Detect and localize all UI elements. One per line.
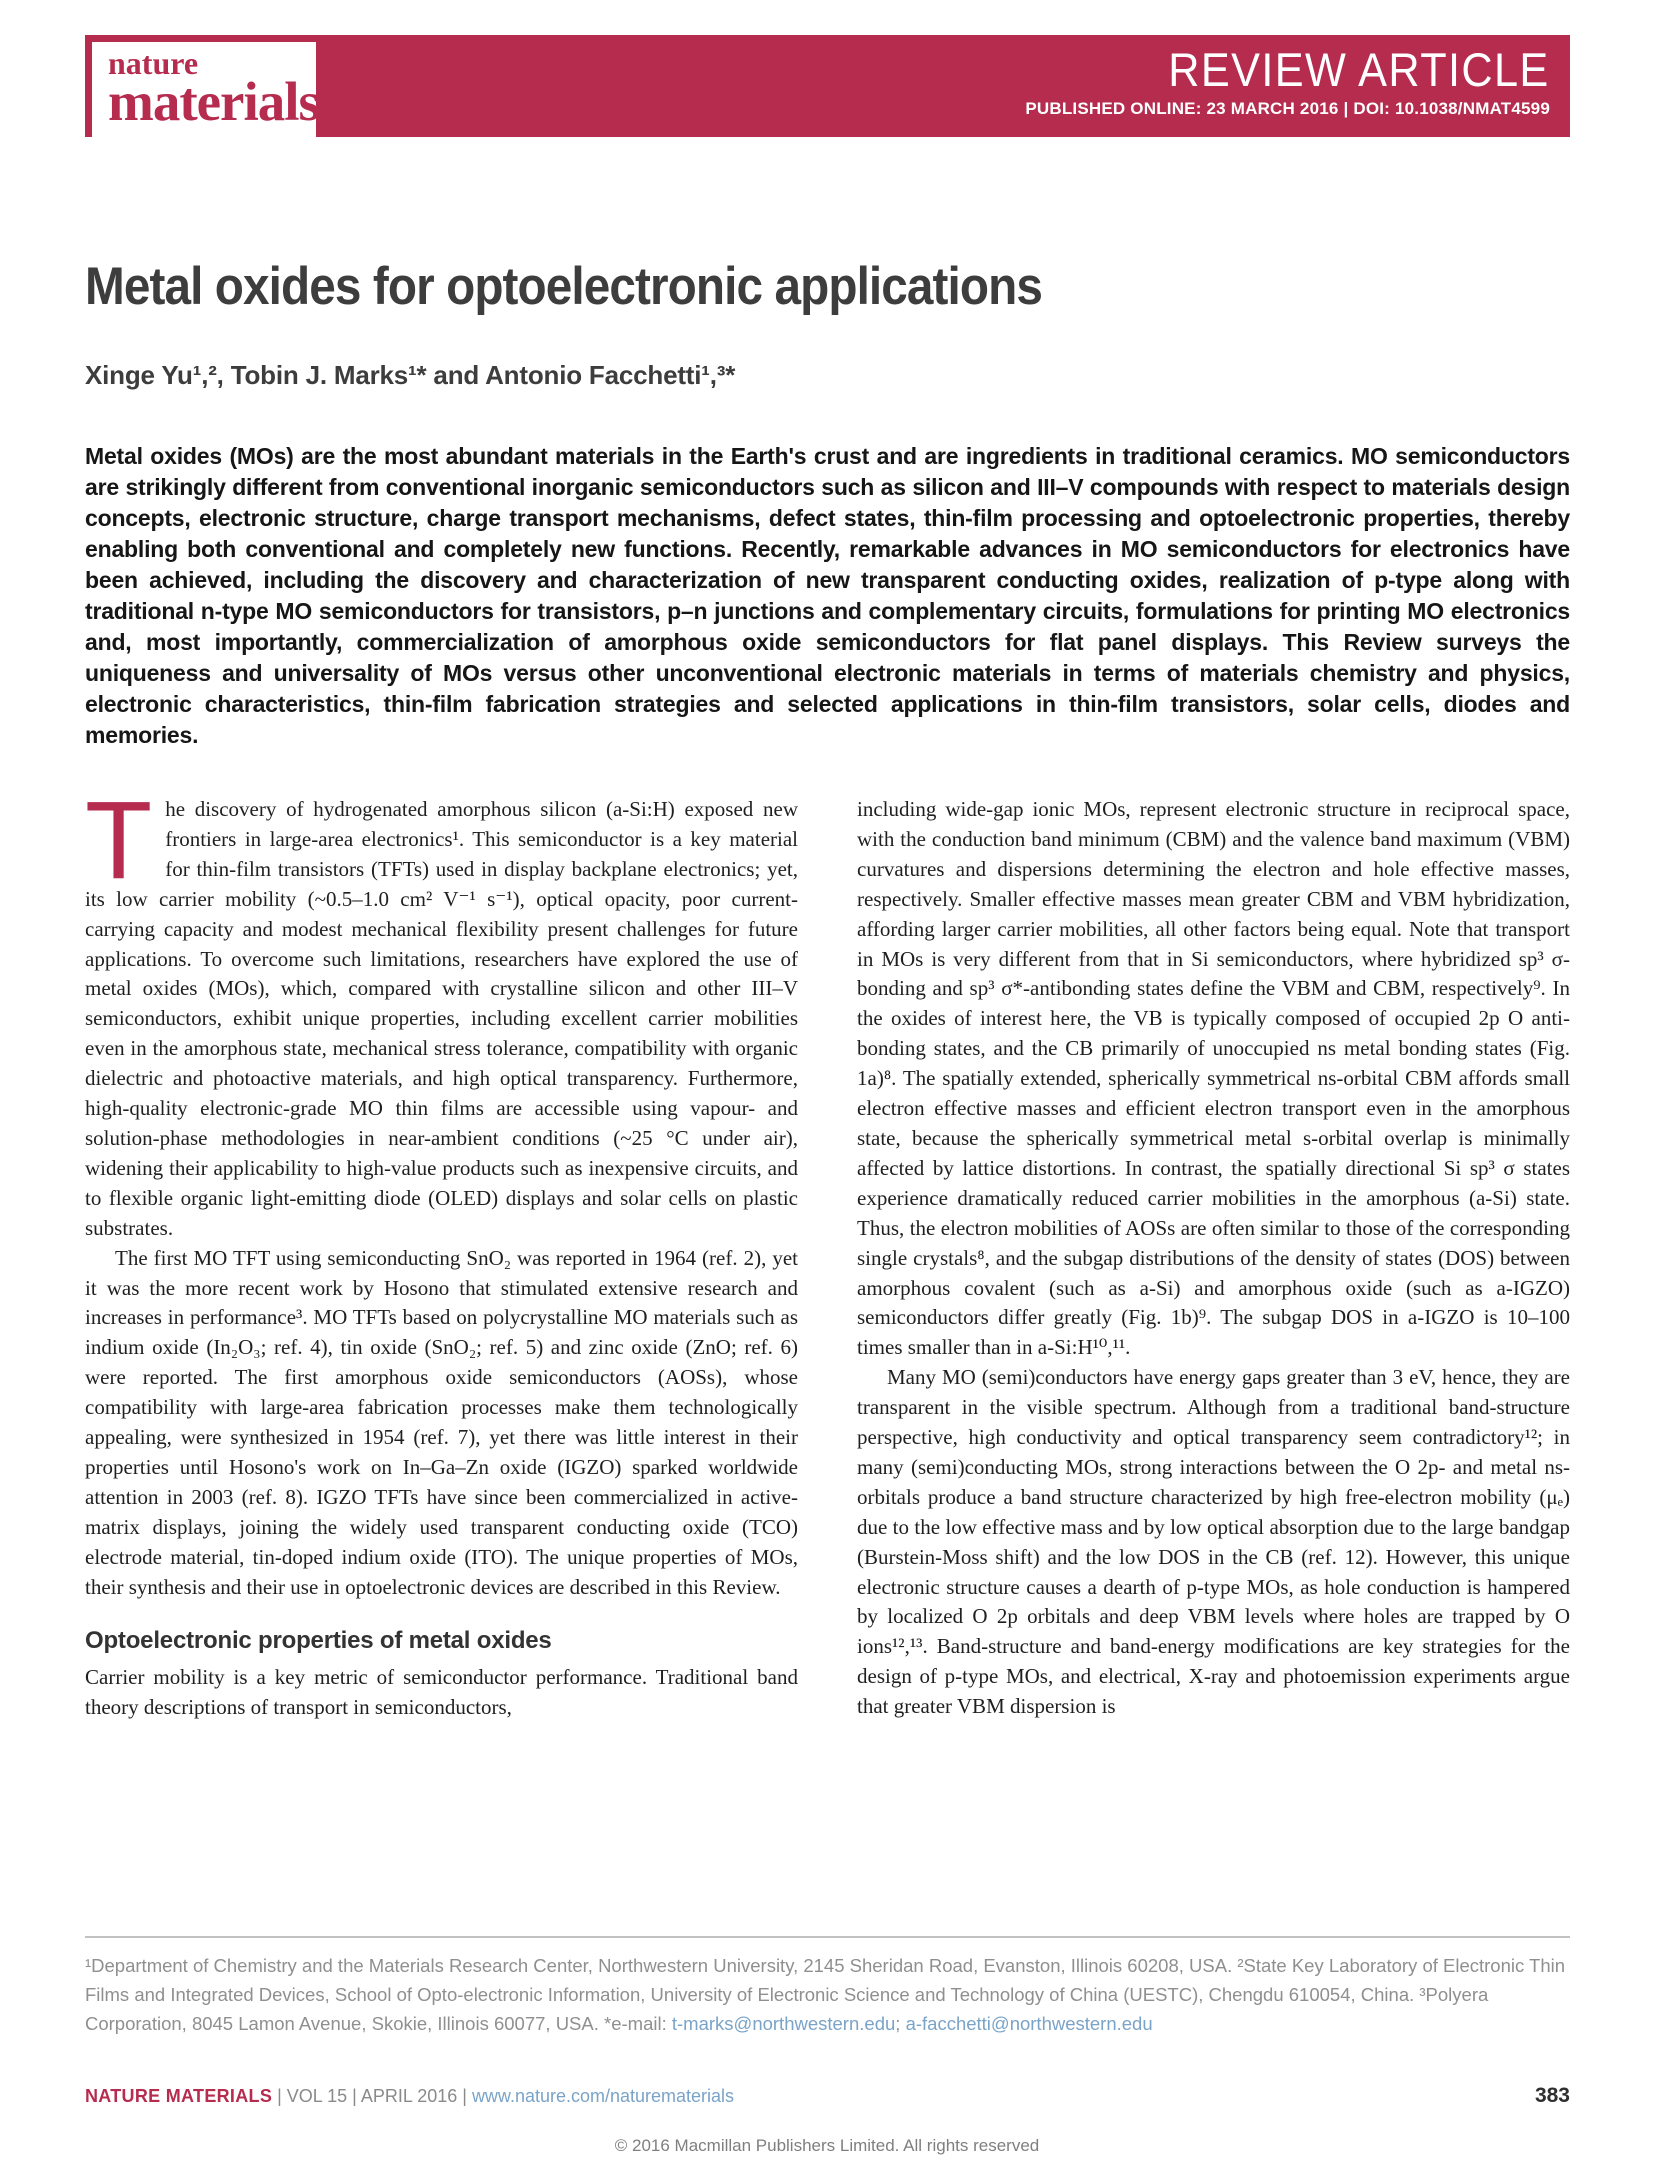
email-link-afacchetti[interactable]: a-facchetti@northwestern.edu: [905, 2013, 1153, 2034]
affiliations-text: ¹Department of Chemistry and the Materials Research Center, Northwestern University, 2145 Sheridan Road, Evanston, Illinois 60208, USA. ²State Key Laboratory of Electronic Thin Films and Integrated Devices, School of Opto-electronic Information, University of Electronic Science and Technology of China (UESTC), Chengdu 610054, China. ³Polyera Corporation, 8045 Lamon Avenue, Skokie, Illinois 60077, USA. *e-mail:: [85, 1955, 1566, 2034]
nature-materials-logo: [92, 42, 319, 143]
footer-volume-info: | VOL 15 | APRIL 2016 |: [272, 2086, 472, 2106]
body-paragraph: The first MO TFT using semiconducting SnO₂ was reported in 1964 (ref. 2), yet it was the more recent work by Hosono that stimulated extensive research and increases in performance³. MO TFTs based on polycrystalline MO materials such as indium oxide (In₂O₃; ref. 4), tin oxide (SnO₂; ref. 5) and zinc oxide (ZnO; ref. 6) were reported. The first amorphous oxide semiconductors (AOSs), whose compatibility with large-area fabrication processes make them technologically appealing, were synthesized in 1954 (ref. 7), yet there was little interest in their properties until Hosono's work on In–Ga–Zn oxide (IGZO) sparked worldwide attention in 2003 (ref. 8). IGZO TFTs have since been commercialized in active-matrix displays, joining the widely used transparent conducting oxide (TCO) electrode material, tin-doped indium oxide (ITO). The unique properties of MOs, their synthesis and their use in optoelectronic devices are described in this Review.: [85, 1245, 798, 1599]
logo-nature-text: nature: [108, 45, 199, 81]
authors-line: Xinge Yu¹,², Tobin J. Marks¹* and Antonio Facchetti¹,³*: [85, 360, 736, 390]
right-column: [857, 795, 1570, 1930]
journal-banner: [85, 35, 1570, 137]
body-paragraph: [85, 795, 798, 1244]
abstract-paragraph: Metal oxides (MOs) are the most abundant materials in the Earth's crust and are ingredients in traditional ceramics. MO semiconductors are strikingly different from conventional inorganic semiconductors such as silicon and III–V compounds with respect to materials design concepts, electronic structure, charge transport mechanisms, defect states, thin-film processing and optoelectronic properties, thereby enabling both conventional and completely new functions. Recently, remarkable advances in MO semiconductors for electronics have been achieved, including the discovery and characterization of new transparent conducting oxides, realization of p-type along with traditional n-type MO semiconductors for transistors, p–n junctions and complementary circuits, formulations for printing MO electronics and, most importantly, commercialization of amorphous oxide semiconductors for flat panel displays. This Review surveys the uniqueness and universality of MOs versus other unconventional electronic materials in terms of materials chemistry and physics, electronic characteristics, thin-film fabrication strategies and selected applications in thin-film transistors, solar cells, diodes and memories.: [85, 443, 1570, 748]
footer-journal-url[interactable]: www.nature.com/naturematerials: [471, 2086, 735, 2106]
drop-cap: T: [85, 795, 153, 902]
body-paragraph: Carrier mobility is a key metric of semiconductor performance. Traditional band theory descriptions of transport in semiconductors,: [85, 1665, 798, 1720]
left-column: [85, 795, 798, 1930]
page-number: 383: [1534, 2084, 1570, 2107]
published-doi-line: PUBLISHED ONLINE: 23 MARCH 2016 | DOI: 10.1038/NMAT4599: [1025, 99, 1550, 119]
body-paragraph: Many MO (semi)conductors have energy gaps greater than 3 eV, hence, they are transparent in the visible spectrum. Although from a traditional band-structure perspective, high conductivity and optical transparency seem contradictory¹²; in many (semi)conducting MOs, strong interactions between the O 2p- and metal ns-orbitals produce a band structure characterized by high free-electron mobility (μₑ) due to the low effective mass and by low optical absorption due to the large bandgap (Burstein-Moss shift) and the low DOS in the CB (ref. 12). However, this unique electronic structure causes a dearth of p-type MOs, as hole conduction is hampered by localized O 2p orbitals and deep VBM levels where holes are trapped by O ions¹²,¹³. Band-structure and band-energy modifications are key strategies for the design of p-type MOs, and electrical, X-ray and photoemission experiments argue that greater VBM dispersion is: [857, 1365, 1570, 1719]
page-title: Metal oxides for optoelectronic applications: [85, 257, 1042, 316]
logo-materials-text: materials: [108, 71, 319, 132]
body-columns: [85, 795, 1570, 1930]
article-type-label: REVIEW ARTICLE: [1168, 43, 1550, 96]
email-separator: ;: [895, 2013, 906, 2034]
copyright-line: © 2016 Macmillan Publishers Limited. All rights reserved: [614, 2136, 1040, 2155]
affiliations-footnote: [85, 1951, 1570, 2038]
banner-right-block: [1025, 43, 1550, 119]
body-paragraph: including wide-gap ionic MOs, represent electronic structure in reciprocal space, with the conduction band minimum (CBM) and the valence band maximum (VBM) curvatures and dispersions determining the electron and hole effective masses, respectively. Smaller effective masses mean greater CBM and VBM hybridization, affording larger carrier mobilities, all other factors being equal. Note that transport in MOs is very different from that in Si semiconductors, where hybridized sp³ σ-bonding and sp³ σ*-antibonding states define the VBM and CBM, respectively⁹. In the oxides of interest here, the VB is typically composed of occupied 2p O anti-bonding states, and the CB primarily of unoccupied ns metal bonding states (Fig. 1a)⁸. The spatially extended, spherically symmetrical ns-orbital CBM affords small electron effective masses and efficient electron transport even in the amorphous state, because the spherically symmetrical metal s-orbital overlap is minimally affected by lattice distortions. In contrast, the spatially directional Si sp³ σ states experience dramatically reduced carrier mobilities in the amorphous (a-Si) state. Thus, the electron mobilities of AOSs are often similar to those of the corresponding single crystals⁸, and the subgap distributions of the density of states (DOS) between amorphous covalent (such as a-Si) and amorphous oxide (such as a-IGZO) semiconductors differ greatly (Fig. 1b)⁹. The subgap DOS in a-IGZO is 10–100 times smaller than in a-Si:H¹⁰,¹¹.: [857, 797, 1570, 1360]
email-link-tmarks[interactable]: t-marks@northwestern.edu: [671, 2013, 896, 2034]
footnote-divider: [85, 1936, 1570, 1938]
footer-journal-name: NATURE MATERIALS: [85, 2086, 273, 2106]
paragraph-text: he discovery of hydrogenated amorphous silicon (a-Si:H) exposed new frontiers in large-area electronics¹. This semiconductor is a key material for thin-film transistors (TFTs) used in display backplane electronics; yet, its low carrier mobility (~0.5–1.0 cm² V⁻¹ s⁻¹), optical opacity, poor current-carrying capacity and modest mechanical flexibility present challenges for future applications. To overcome such limitations, researchers have explored the use of metal oxides (MOs), which, compared with crystalline silicon and other III–V semiconductors, exhibit unique properties, including excellent carrier mobilities even in the amorphous state, mechanical stress tolerance, compatibility with organic dielectric and photoactive materials, and high optical transparency. Furthermore, high-quality electronic-grade MO thin films are accessible using vapour- and solution-phase methodologies in near-ambient conditions (~25 °C under air), widening their applicability to high-value products such as inexpensive circuits, and to flexible organic light-emitting diode (OLED) displays and solar cells on plastic substrates.: [85, 797, 798, 1240]
section-heading: Optoelectronic properties of metal oxides: [85, 1627, 552, 1655]
page-footer: [85, 2086, 1570, 2112]
